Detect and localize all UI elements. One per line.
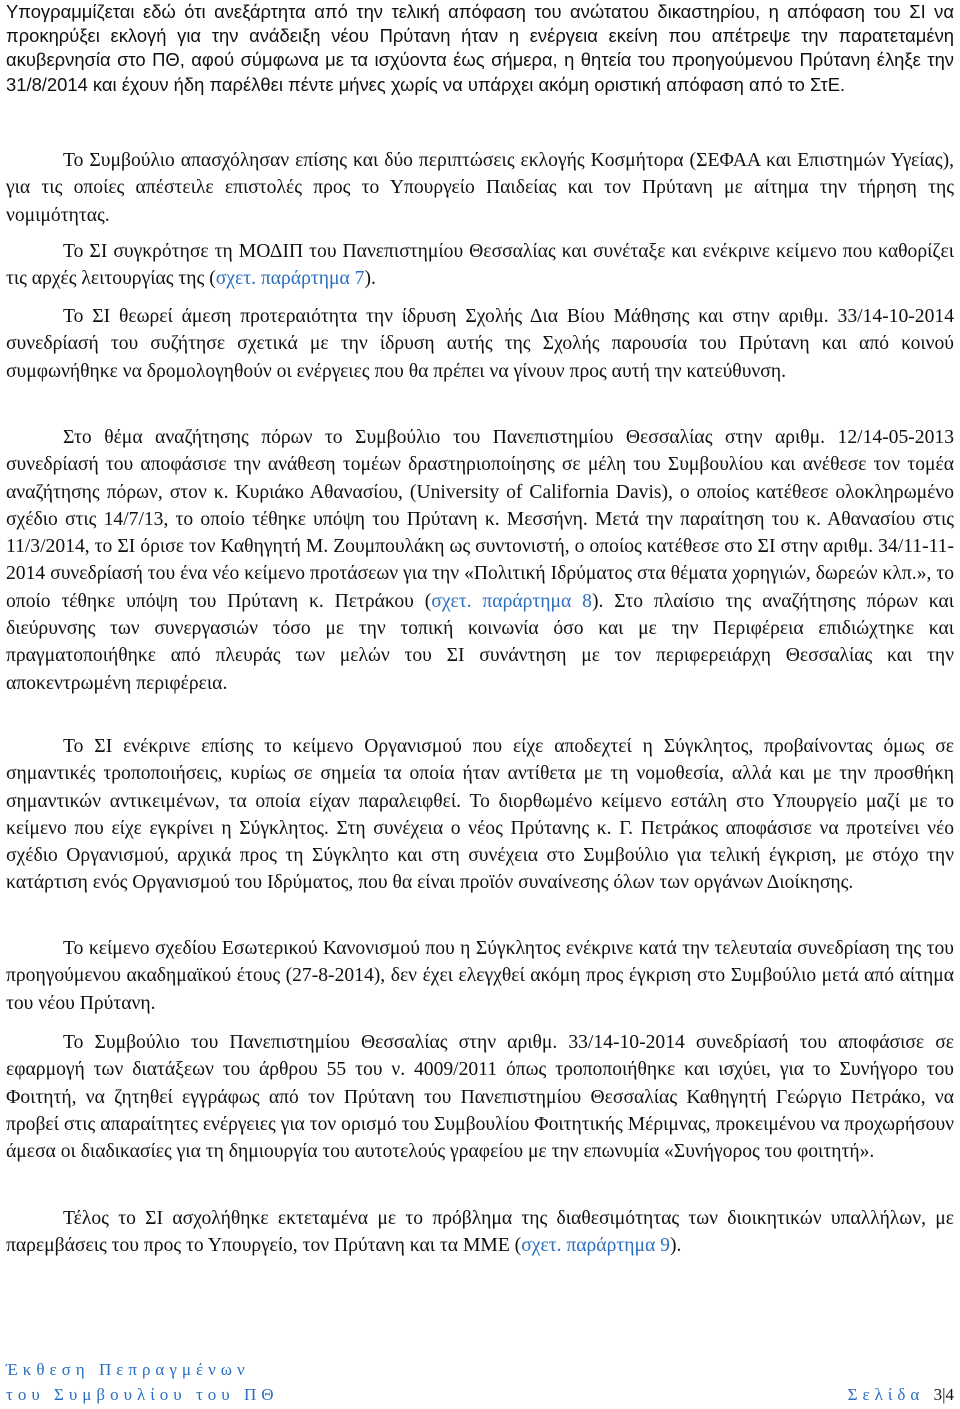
page-indicator xyxy=(848,1385,954,1405)
resources-text-end: ). Στο πλαίσιο της αναζήτησης πόρων και διεύρυνσης των συνεργασιών τόσο με την τοπική κοινωνία όσο και με την Περιφέρεια επιδιώχτηκε και πραγματοποιήθηκε από πλευράς των μελών του ΣΙ συνάντηση με τον περιφερειάρχη Θεσσαλίας και την αποκεντρωμένη περιφέρεια. xyxy=(6,590,954,694)
modip-text-end: ). xyxy=(364,268,376,290)
page-separator: | xyxy=(942,1385,946,1404)
page-label: Σελίδα xyxy=(847,1385,925,1404)
staff-text-end: ). xyxy=(669,1235,682,1257)
staff-text: Τέλος το ΣΙ ασχολήθηκε εκτεταμένα με το πρόβλημα της διαθεσιμότητας των διοικητικών υπαλλήλων, με παρεμβάσεις του προς το Υπουργείο, τον Πρύτανη και τα ΜΜΕ ( xyxy=(6,1208,954,1257)
paragraph-lifelong-learning: Το ΣΙ θεωρεί άμεση προτεραιότητα την ίδρυση Σχολής Δια Βίου Μάθησης και στην αριθμ. 33/14-10-2014 συνεδρίασή του συζήτησε σχετικά με την ίδρυση αυτής της Σχολής παρουσία του Πρύτανη και από κοινού συμφωνήθηκε να δρομολογηθούν οι ενέργειες που θα πρέπει να γίνουν προς αυτή την κατεύθυνση. xyxy=(6,306,954,382)
paragraph-organization: Το ΣΙ ενέκρινε επίσης το κείμενο Οργανισμού που είχε αποδεχτεί η Σύγκλητος, προβαίνοντας όμως σε σημαντικές τροποποιήσεις, κυρίως σε σημεία τα οποία ήταν αντίθετα με τη νομοθεσία, αλλά και με την προσθήκη σημαντικών αντικειμένων, τα οποία είχαν παραλειφθεί. Το διορθωμένο κείμενο εστάλη στο Υπουργείο μαζί με το κείμενο που είχε εγκρίνει η Σύγκλητος. Στη συνέχεια ο νέος Πρύτανης κ. Γ. Πετράκος αποφάσισε να προτείνει νέο σχέδιο Οργανισμού, αρχικά προς τη Σύγκλητο και στη συνέχεια στο Συμβούλιο για τελική έγκριση, με στόχο την κατάρτιση ενός Οργανισμού του Ιδρύματος, που θα είναι προϊόν συναίνεσης όλων των οργάνων Διοίκησης. xyxy=(6,736,954,894)
resources-text: Στο θέμα αναζήτησης πόρων το Συμβούλιο του Πανεπιστημίου Θεσσαλίας στην αριθμ. 12/14-05-2013 συνεδρίασή του αποφάσισε την ανάθεση τομέων δραστηριοποίησης σε μέλη του Συμβουλίου και ανέθεσε τον τομέα αναζήτησης πόρων, στον κ. Κυριάκο Αθανασίου, (University of California Davis), ο οποίος κατέθεσε ολοκληρωμένο σχέδιο στις 14/7/13, το οποίο τέθηκε υπόψη του Πρύτανη κ. Μεσσήνη. Μετά την παραίτηση του κ. Αθανασίου στις 11/3/2014, το ΣΙ όρισε τον Καθηγητή Μ. Ζουμπουλάκη ως συντονιστή, ο οποίος κατέθεσε στο ΣΙ στην αριθμ. 34/11-11-2014 συνεδρίασή του ένα νέο κείμενο προτάσεων για την «Πολιτική Ιδρύματος στα θέματα χορηγιών, δωρεών κλπ.», το οποίο τέθηκε υπόψη του Πρύτανη κ. Πετράκου ( xyxy=(6,427,954,612)
page-total: 4 xyxy=(945,1385,954,1404)
paragraph-dean-elections: Το Συμβούλιο απασχόλησαν επίσης και δύο περιπτώσεις εκλογής Κοσμήτορα (ΣΕΦΑΑ και Επιστημών Υγείας), για τις οποίες απέστειλε επιστολές προς το Υπουργείο Παιδείας και τον Πρύτανη με αίτημα την τήρηση της νομιμότητας. xyxy=(6,150,954,226)
paragraph-staff-availability xyxy=(6,1205,954,1260)
page-number: 3 xyxy=(933,1385,943,1404)
modip-text: Το ΣΙ συγκρότησε τη ΜΟΔΙΠ του Πανεπιστημίου Θεσσαλίας και συνέταξε και ενέκρινε κείμενο που καθορίζει τις αρχές λειτουργίας της ( xyxy=(6,241,954,290)
paragraph-resources xyxy=(6,424,954,697)
annex-8-link[interactable]: σχετ. παράρτημα 8 xyxy=(431,590,592,612)
footer-council: του Συμβουλίου του ΠΘ xyxy=(6,1385,279,1404)
paragraph-ste-decision: Υπογραμμίζεται εδώ ότι ανεξάρτητα από την τελική απόφαση του ανώτατου δικαστηρίου, η απόφαση του ΣΙ να προκηρύξει εκλογή για την ανάδειξη νέου Πρύτανη ήταν η ενέργεια εκείνη που απέτρεψε την παρατεταμένη ακυβερνησία στο ΠΘ, αφού σύμφωνα με τα ισχύοντα έως σήμερα, η θητεία του προηγούμενου Πρύτανη έληξε την 31/8/2014 και έχουν ήδη παρέλθει πέντε μήνες χωρίς να υπάρχει ακόμη οριστική απόφαση από το ΣτΕ. xyxy=(6,1,954,95)
footer-title-line2 xyxy=(6,1385,954,1405)
paragraph-student-ombudsman: Το Συμβούλιο του Πανεπιστημίου Θεσσαλίας στην αριθμ. 33/14-10-2014 συνεδρίασή του αποφάσισε σε εφαρμογή των διατάξεων του άρθρου 55 του ν. 4009/2011 όπως τροποποιήθηκε και ισχύει, για το Συνήγορο του Φοιτητή, να ζητηθεί εγγράφως από τον Πρύτανη του Πανεπιστημίου Θεσσαλίας Καθηγητή Γεώργιο Πετράκο, να προβεί στις απαραίτητες ενέργειες για τον ορισμό του Συμβουλίου Φοιτητικής Μέριμνας, προκειμένου να προχωρήσουν άμεσα οι διαδικασίες για τη δημιουργία του αυτοτελούς γραφείου με την επωνυμία «Συνήγορος του φοιτητή». xyxy=(6,1032,955,1163)
footer-title-line1: Έκθεση Πεπραγμένων xyxy=(6,1360,250,1379)
paragraph-modip xyxy=(6,238,954,293)
annex-9-link[interactable]: σχετ. παράρτημα 9 xyxy=(521,1235,670,1257)
paragraph-internal-regulation: Το κείμενο σχεδίου Εσωτερικού Κανονισμού που η Σύγκλητος ενέκρινε κατά την τελευταία συνεδρίαση της του προηγούμενου ακαδημαϊκού έτους (27-8-2014), δεν έχει ελεγχθεί ακόμη προς έγκριση στο Συμβούλιο μετά από αίτημα του νέου Πρύτανη. xyxy=(6,938,954,1014)
annex-7-link[interactable]: σχετ. παράρτημα 7 xyxy=(215,268,365,290)
